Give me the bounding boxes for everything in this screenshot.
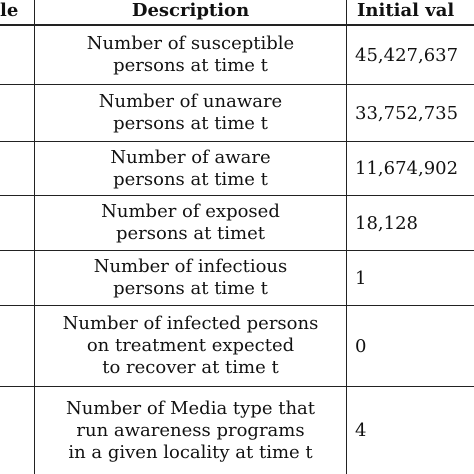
row-description: Number of infectious persons at time t xyxy=(93,256,288,299)
row-initial-value: 18,128 xyxy=(355,212,418,234)
row-description: Number of susceptible persons at time t xyxy=(86,33,295,76)
row-initial-value: 11,674,902 xyxy=(355,158,459,179)
row-initial-value: 0 xyxy=(355,335,367,357)
header-initial-value: Initial val xyxy=(357,0,455,21)
row-description: Number of exposed persons at timet xyxy=(101,201,280,244)
row-initial-value: 33,752,735 xyxy=(355,102,459,124)
header-variable: le xyxy=(0,0,19,21)
row-initial-value: 1 xyxy=(355,267,367,289)
row-description: Number of aware persons at time t xyxy=(110,146,271,190)
row-description: Number of Media type that run awareness programs in a given locality at time t xyxy=(65,397,316,463)
row-description: Number of infected persons on treatment expected to recover at time t xyxy=(62,313,319,378)
row-initial-value: 45,427,637 xyxy=(355,44,459,66)
row-initial-value: 4 xyxy=(355,420,367,441)
header-description: Description xyxy=(131,0,250,21)
row-description: Number of unaware persons at time t xyxy=(98,91,283,134)
